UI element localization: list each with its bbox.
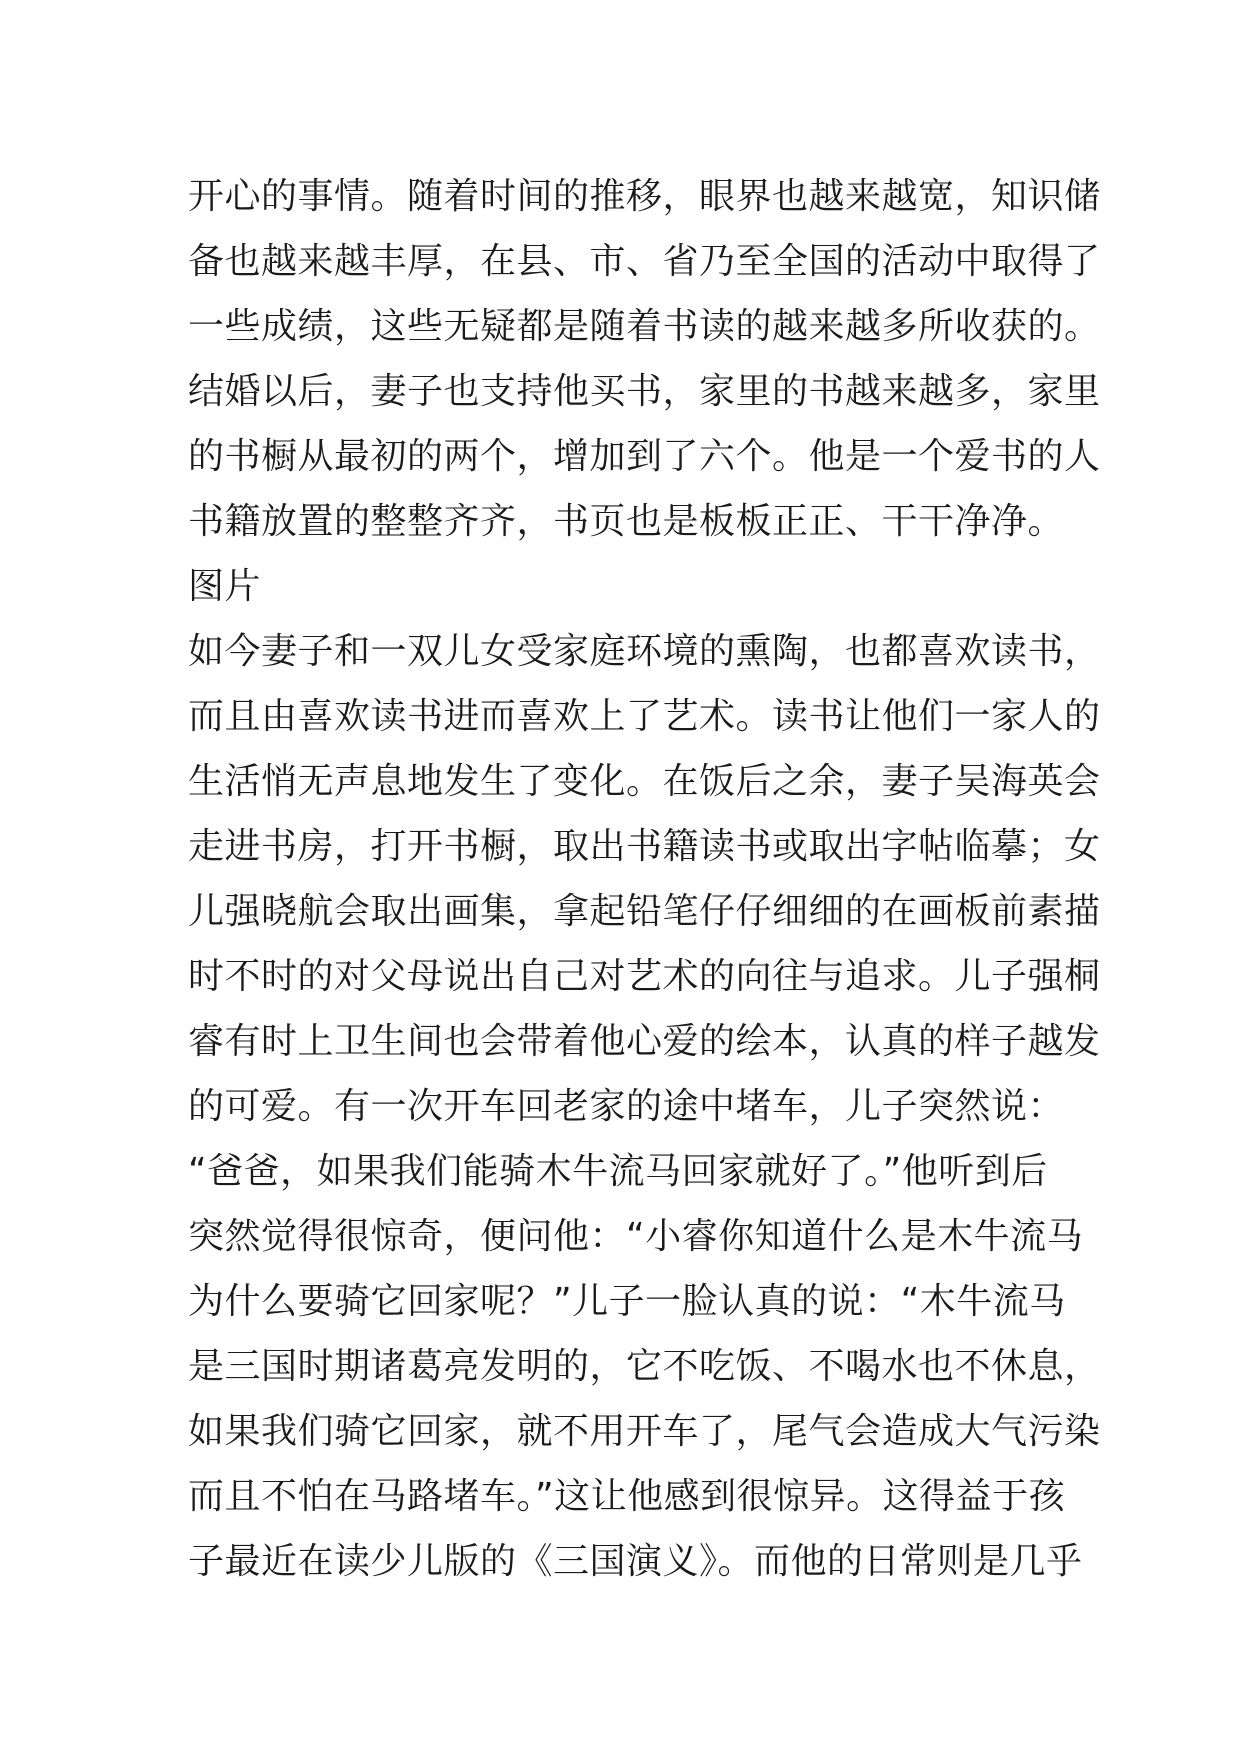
text-line: 为什么要骑它回家呢？”儿子一脸认真的说：“木牛流马 bbox=[188, 1281, 1066, 1322]
text-line: 备也越来越丰厚，在县、市、省乃至全国的活动中取得了 bbox=[188, 241, 1101, 282]
text-line: 而且由喜欢读书进而喜欢上了艺术。读书让他们一家人的 bbox=[188, 696, 1101, 737]
image-placeholder-label: 图片 bbox=[188, 566, 262, 607]
text-line: 如今妻子和一双儿女受家庭环境的熏陶，也都喜欢读书， bbox=[188, 631, 1101, 672]
text-line: 睿有时上卫生间也会带着他心爱的绘本，认真的样子越发 bbox=[188, 1021, 1101, 1062]
text-line: 突然觉得很惊奇，便问他：“小睿你知道什么是木牛流马 bbox=[188, 1216, 1084, 1257]
text-line: 结婚以后，妻子也支持他买书，家里的书越来越多，家里 bbox=[188, 371, 1101, 412]
text-line: 而且不怕在马路堵车。”这让他感到很惊异。这得益于孩 bbox=[188, 1476, 1066, 1517]
text-line: 是三国时期诸葛亮发明的，它不吃饭、不喝水也不休息， bbox=[188, 1346, 1101, 1387]
text-line: 一些成绩，这些无疑都是随着书读的越来越多所收获的。 bbox=[188, 306, 1101, 347]
text-line: “爸爸，如果我们能骑木牛流马回家就好了。”他听到后 bbox=[188, 1151, 1048, 1192]
text-line: 时不时的对父母说出自己对艺术的向往与追求。儿子强桐 bbox=[188, 956, 1101, 997]
text-line: 生活悄无声息地发生了变化。在饭后之余，妻子吴海英会 bbox=[188, 761, 1101, 802]
text-line: 走进书房，打开书橱，取出书籍读书或取出字帖临摹；女 bbox=[188, 826, 1101, 867]
text-line: 的书橱从最初的两个，增加到了六个。他是一个爱书的人 bbox=[188, 436, 1101, 477]
text-line: 如果我们骑它回家，就不用开车了，尾气会造成大气污染 bbox=[188, 1411, 1101, 1452]
text-line: 子最近在读少儿版的《三国演义》。而他的日常则是几乎 bbox=[188, 1541, 1083, 1582]
text-line: 儿强晓航会取出画集，拿起铅笔仔仔细细的在画板前素描 bbox=[188, 891, 1101, 932]
text-line: 的可爱。有一次开车回老家的途中堵车，儿子突然说： bbox=[188, 1086, 1065, 1127]
text-line: 开心的事情。随着时间的推移，眼界也越来越宽，知识储 bbox=[188, 176, 1101, 217]
body-text bbox=[188, 164, 1101, 1594]
text-line: 书籍放置的整整齐齐，书页也是板板正正、干干净净。 bbox=[188, 501, 1065, 542]
